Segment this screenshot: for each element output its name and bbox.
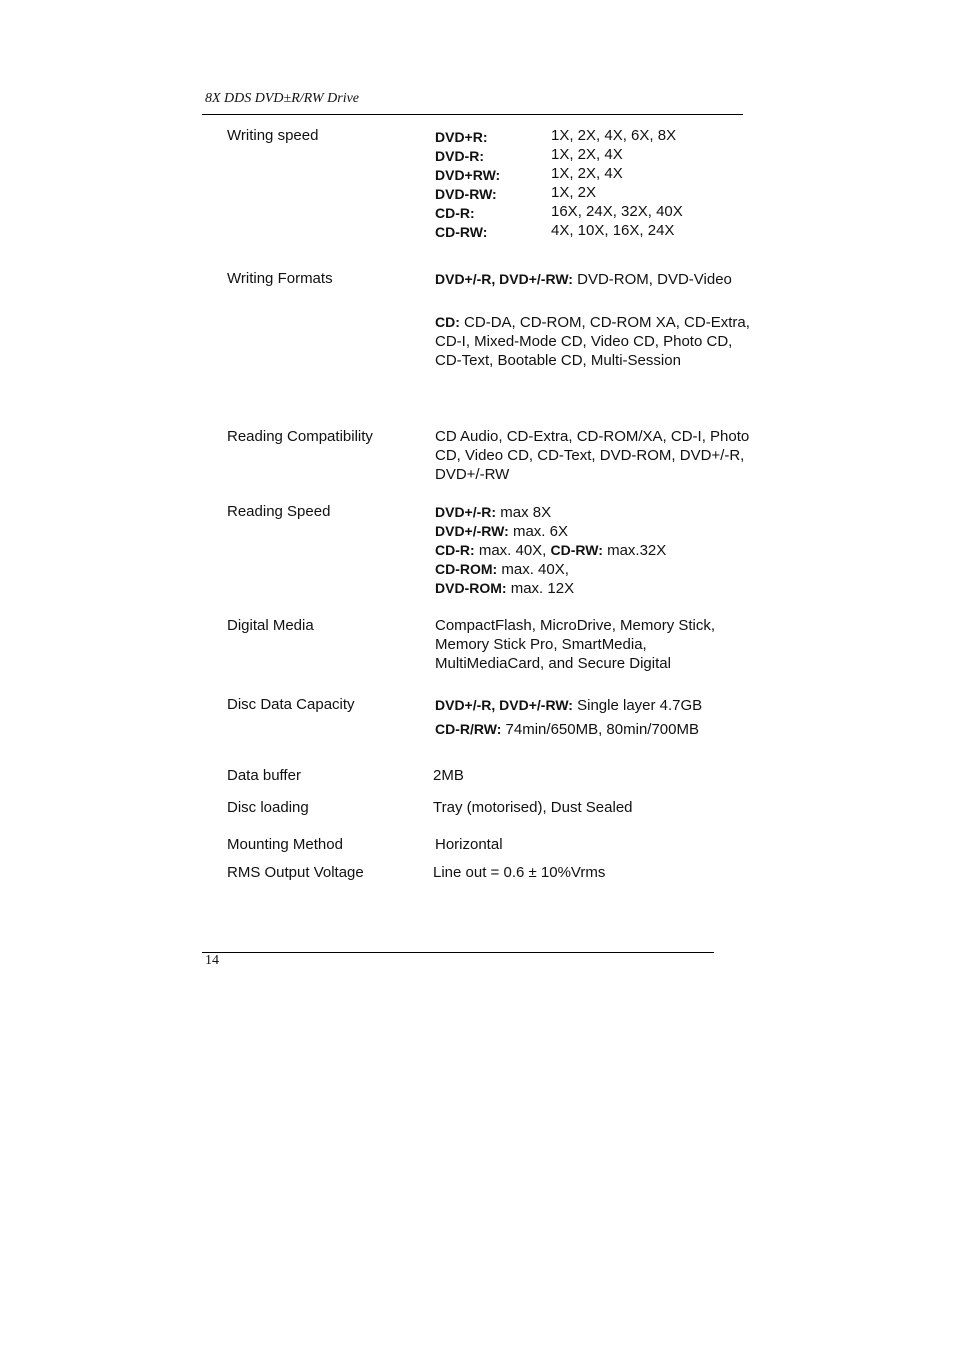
reading-speed-text: max. 40X,	[474, 542, 551, 559]
reading-speed-text: max. 40X,	[497, 561, 569, 578]
reading-speed-prefix: CD-RW:	[550, 542, 603, 558]
mounting-method-label: Mounting Method	[227, 836, 343, 853]
disc-capacity-prefix: DVD+/-R, DVD+/-RW:	[435, 697, 573, 713]
writing-speed-media: CD-RW:	[435, 224, 488, 240]
reading-speed-dvd-rom	[435, 579, 574, 599]
writing-speed-label: Writing speed	[227, 127, 319, 144]
disc-capacity-cd	[435, 720, 699, 740]
reading-speed-text: max.32X	[602, 542, 667, 559]
reading-speed-prefix: CD-R:	[435, 542, 475, 558]
writing-formats-cd-text: CD-DA, CD-ROM, CD-ROM XA, CD-Extra, CD-I, Mixed-Mode CD, Video CD, Photo CD, CD-Text, Bootable CD, Multi-Session	[435, 314, 750, 369]
writing-formats-cd	[435, 313, 751, 370]
writing-formats-dvd-prefix: DVD+/-R, DVD+/-RW:	[435, 271, 573, 287]
digital-media-value: CompactFlash, MicroDrive, Memory Stick, Memory Stick Pro, SmartMedia, MultiMediaCard, and Secure Digital	[435, 617, 716, 672]
reading-speed-cd	[435, 541, 666, 561]
writing-formats-dvd-text: DVD-ROM, DVD-Video	[572, 271, 732, 288]
writing-speed-media: DVD-R:	[435, 148, 484, 164]
writing-formats-label: Writing Formats	[227, 270, 333, 287]
disc-capacity-text: Single layer 4.7GB	[572, 697, 703, 714]
disc-capacity-prefix: CD-R/RW:	[435, 721, 502, 737]
writing-speed-value: 1X, 2X, 4X, 6X, 8X	[551, 127, 677, 144]
reading-compatibility-label: Reading Compatibility	[227, 428, 373, 445]
disc-loading-value: Tray (motorised), Dust Sealed	[433, 799, 633, 816]
writing-speed-value: 16X, 24X, 32X, 40X	[551, 203, 683, 220]
writing-speed-media: DVD-RW:	[435, 186, 497, 202]
reading-speed-text: max. 12X	[506, 580, 575, 597]
rms-output-label: RMS Output Voltage	[227, 864, 364, 881]
disc-capacity-label: Disc Data Capacity	[227, 696, 355, 713]
writing-speed-media: DVD+RW:	[435, 167, 501, 183]
disc-capacity-text: 74min/650MB, 80min/700MB	[501, 721, 699, 738]
writing-speed-value: 4X, 10X, 16X, 24X	[551, 222, 675, 239]
page-number: 14	[205, 953, 219, 968]
writing-speed-value: 1X, 2X	[551, 184, 597, 201]
reading-compatibility-value: CD Audio, CD-Extra, CD-ROM/XA, CD-I, Photo CD, Video CD, CD-Text, DVD-ROM, DVD+/-R, DVD+/-RW	[435, 428, 750, 483]
writing-speed-media: DVD+R:	[435, 129, 488, 145]
reading-speed-cd-rom	[435, 560, 569, 580]
reading-speed-dvd-r	[435, 503, 551, 523]
header-rule	[202, 114, 743, 115]
digital-media-label: Digital Media	[227, 617, 314, 634]
running-header: 8X DDS DVD±R/RW Drive	[205, 91, 360, 106]
reading-speed-dvd-rw	[435, 522, 568, 542]
reading-speed-prefix: DVD+/-R:	[435, 504, 497, 520]
writing-speed-value: 1X, 2X, 4X	[551, 165, 623, 182]
footer-rule	[202, 952, 714, 953]
reading-speed-prefix: DVD+/-RW:	[435, 523, 509, 539]
disc-capacity-dvd	[435, 696, 702, 716]
mounting-method-value: Horizontal	[435, 836, 503, 853]
writing-speed-media: CD-R:	[435, 205, 475, 221]
reading-speed-prefix: DVD-ROM:	[435, 580, 507, 596]
writing-formats-cd-prefix: CD:	[435, 314, 460, 330]
writing-formats-dvd	[435, 270, 751, 290]
reading-speed-text: max. 6X	[508, 523, 568, 540]
reading-speed-prefix: CD-ROM:	[435, 561, 498, 577]
disc-loading-label: Disc loading	[227, 799, 309, 816]
rms-output-value: Line out = 0.6 ± 10%Vrms	[433, 864, 606, 881]
writing-speed-value: 1X, 2X, 4X	[551, 146, 623, 163]
data-buffer-value: 2MB	[433, 767, 464, 784]
data-buffer-label: Data buffer	[227, 767, 301, 784]
reading-speed-label: Reading Speed	[227, 503, 331, 520]
reading-speed-text: max 8X	[496, 504, 552, 521]
